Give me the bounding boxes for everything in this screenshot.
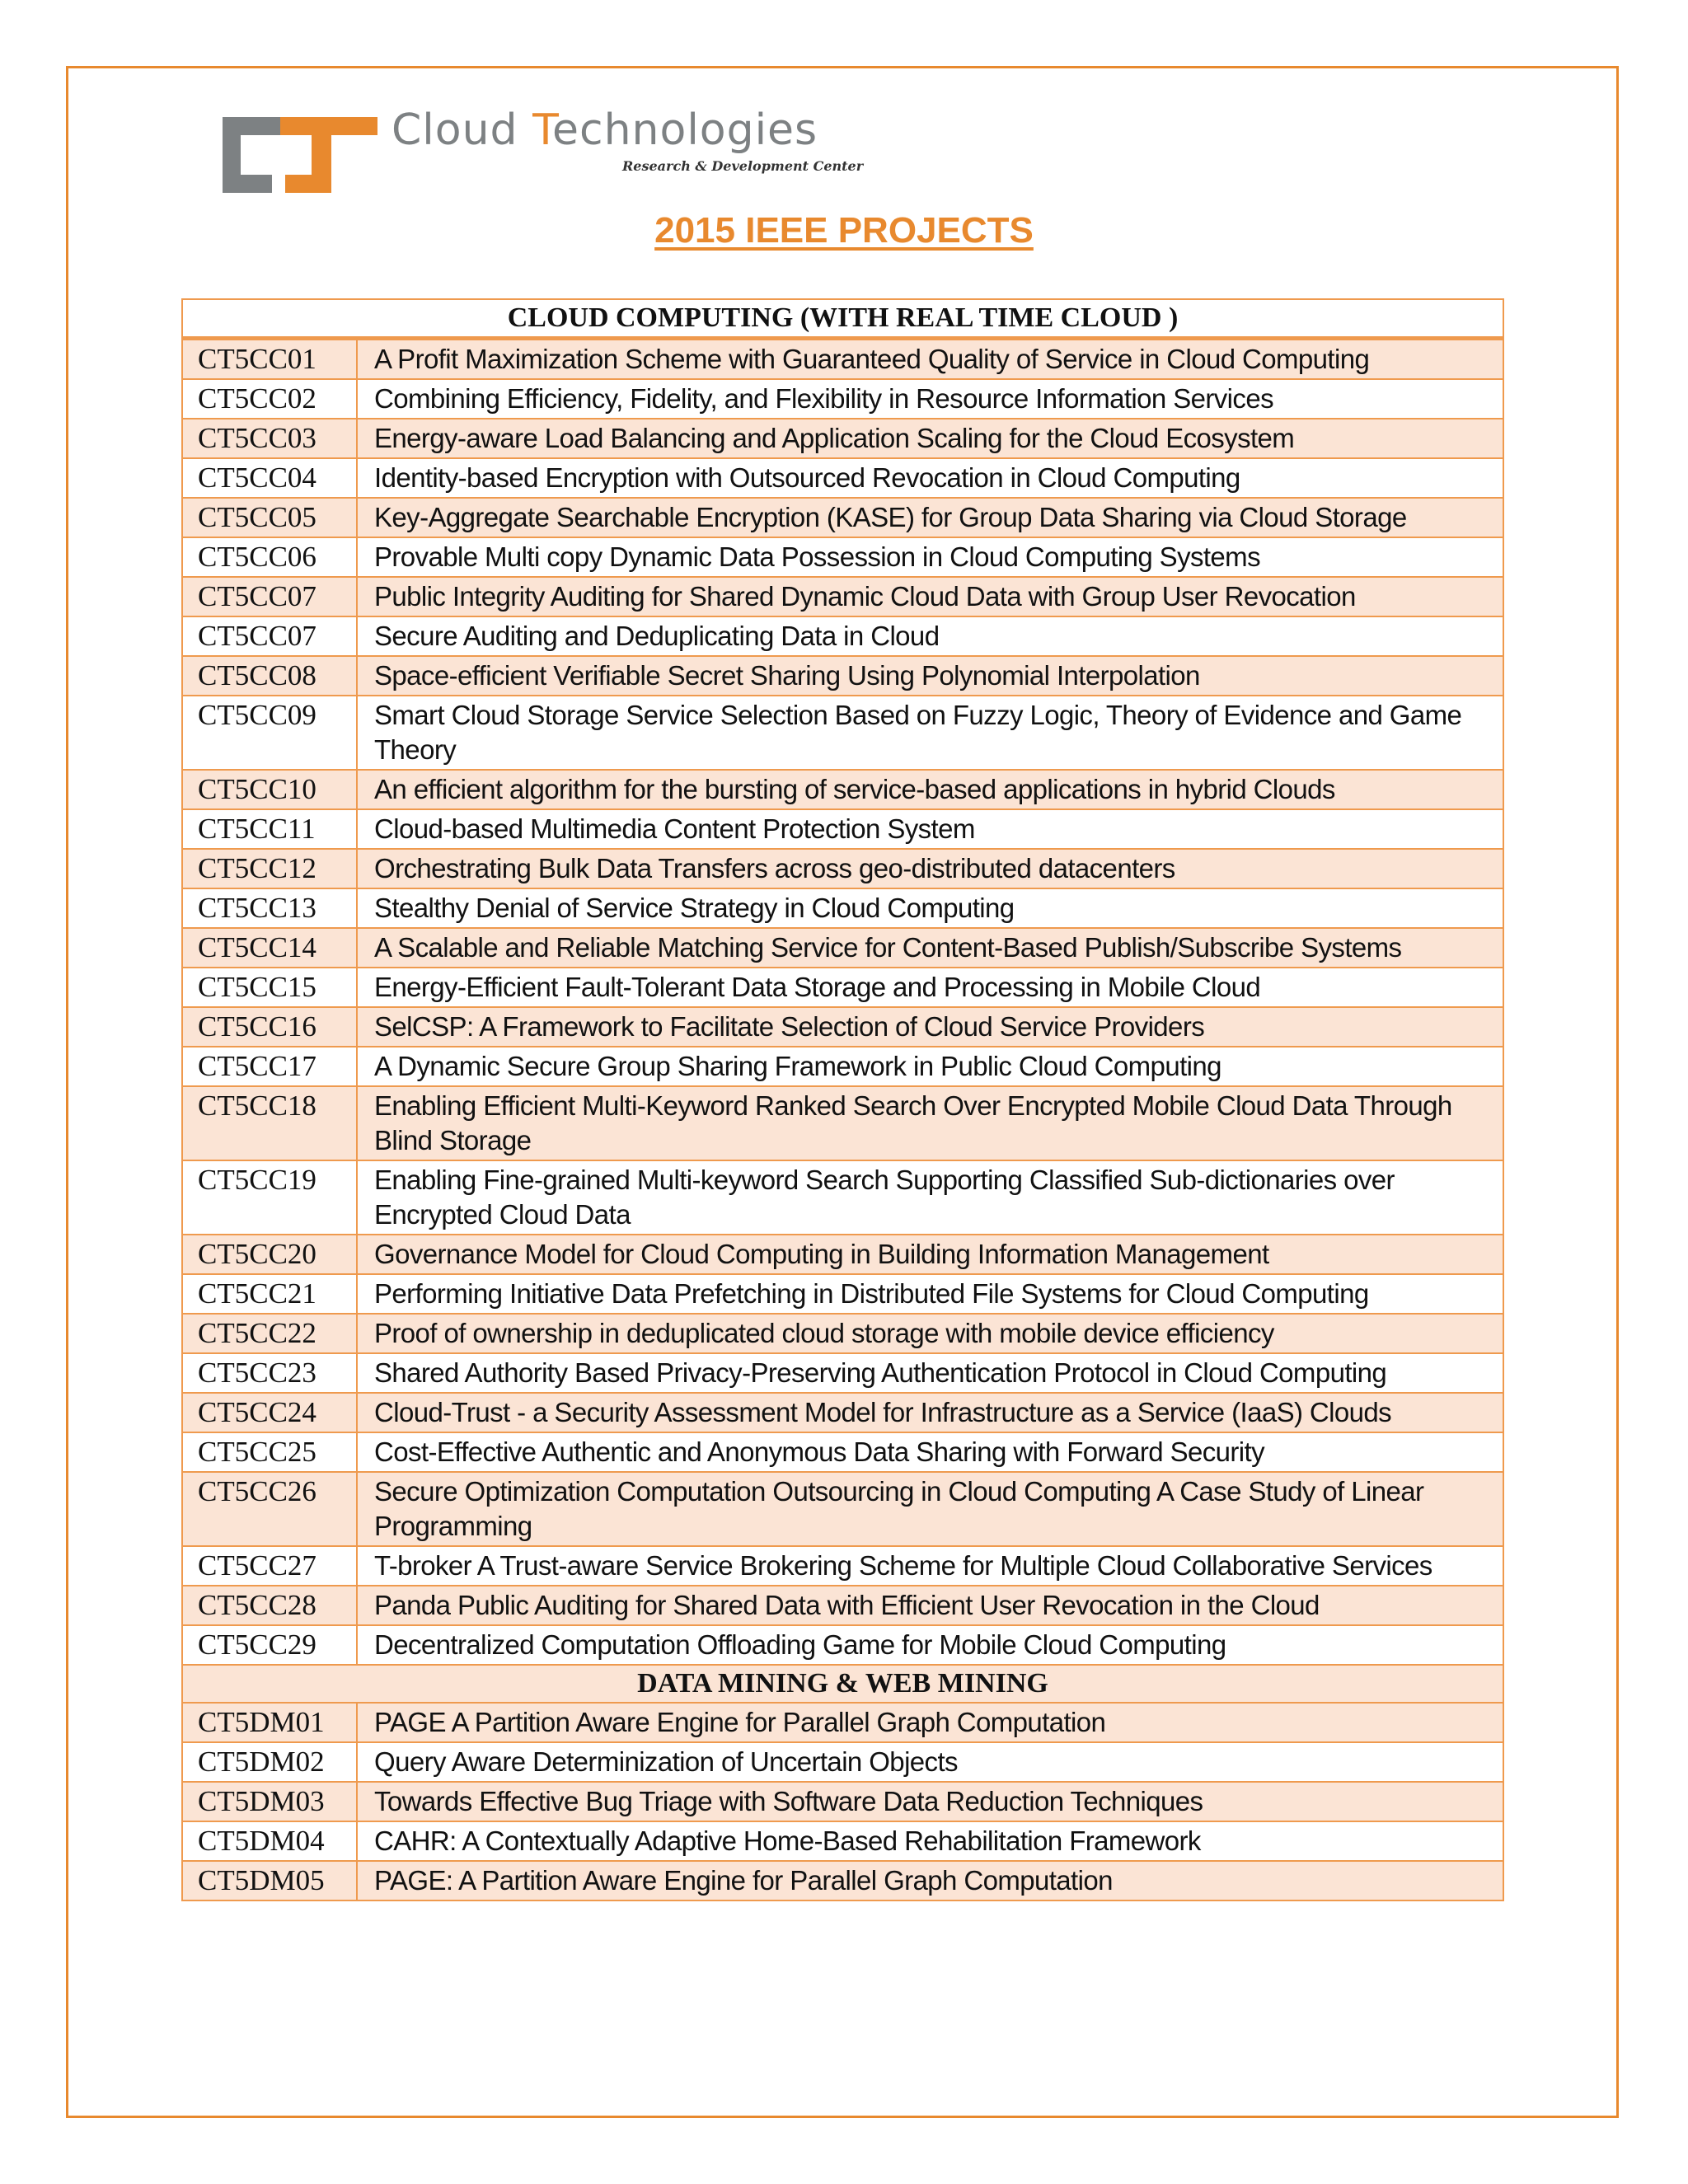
ct-logo-icon — [223, 114, 379, 196]
table-row — [182, 968, 1503, 1007]
project-code: CT5CC08 — [182, 656, 357, 696]
project-title: Energy-Efficient Fault-Tolerant Data Storage and Processing in Mobile Cloud — [357, 968, 1503, 1007]
project-title: Public Integrity Auditing for Shared Dynamic Cloud Data with Group User Revocation — [357, 577, 1503, 616]
logo-wordmark: Cloud Technologies — [392, 105, 818, 155]
project-code: CT5CC10 — [182, 770, 357, 809]
project-code: CT5CC12 — [182, 849, 357, 888]
project-code: CT5CC22 — [182, 1314, 357, 1353]
project-title: An efficient algorithm for the bursting of service-based applications in hybrid Clouds — [357, 770, 1503, 809]
project-title: Enabling Fine-grained Multi-keyword Search Supporting Classified Sub-dictionaries over Encrypted Cloud Data — [357, 1160, 1503, 1235]
table-row — [182, 458, 1503, 498]
project-title: Secure Optimization Computation Outsourcing in Cloud Computing A Case Study of Linear Programming — [357, 1472, 1503, 1546]
table-row — [182, 1782, 1503, 1821]
table-row — [182, 888, 1503, 928]
table-row — [182, 1274, 1503, 1314]
page-title: 2015 IEEE PROJECTS — [654, 210, 1034, 251]
project-title: Secure Auditing and Deduplicating Data in Cloud — [357, 616, 1503, 656]
table-row — [182, 1160, 1503, 1235]
section-header-row — [182, 1665, 1503, 1703]
project-title: Orchestrating Bulk Data Transfers across geo-distributed datacenters — [357, 849, 1503, 888]
project-code: CT5CC06 — [182, 537, 357, 577]
project-title: Space-efficient Verifiable Secret Sharing Using Polynomial Interpolation — [357, 656, 1503, 696]
project-code: CT5CC19 — [182, 1160, 357, 1235]
table-row — [182, 498, 1503, 537]
project-title: Decentralized Computation Offloading Game for Mobile Cloud Computing — [357, 1625, 1503, 1665]
project-title: Cloud-Trust - a Security Assessment Model for Infrastructure as a Service (IaaS) Clouds — [357, 1393, 1503, 1432]
project-code: CT5CC20 — [182, 1235, 357, 1274]
project-code: CT5CC21 — [182, 1274, 357, 1314]
project-code: CT5CC04 — [182, 458, 357, 498]
table-row — [182, 849, 1503, 888]
project-code: CT5CC05 — [182, 498, 357, 537]
project-title: CAHR: A Contextually Adaptive Home-Based Rehabilitation Framework — [357, 1821, 1503, 1861]
table-row — [182, 1314, 1503, 1353]
project-code: CT5CC26 — [182, 1472, 357, 1546]
project-code: CT5CC23 — [182, 1353, 357, 1393]
table-row — [182, 419, 1503, 458]
project-title: Shared Authority Based Privacy-Preserving Authentication Protocol in Cloud Computing — [357, 1353, 1503, 1393]
project-title: T-broker A Trust-aware Service Brokering Scheme for Multiple Cloud Collaborative Services — [357, 1546, 1503, 1586]
project-code: CT5DM02 — [182, 1742, 357, 1782]
projects-table — [181, 298, 1504, 1901]
project-title: Performing Initiative Data Prefetching in Distributed File Systems for Cloud Computing — [357, 1274, 1503, 1314]
project-code: CT5DM05 — [182, 1861, 357, 1900]
project-title: Key-Aggregate Searchable Encryption (KASE) for Group Data Sharing via Cloud Storage — [357, 498, 1503, 537]
project-code: CT5CC17 — [182, 1047, 357, 1086]
project-code: CT5DM04 — [182, 1821, 357, 1861]
table-row — [182, 770, 1503, 809]
project-title: Provable Multi copy Dynamic Data Possession in Cloud Computing Systems — [357, 537, 1503, 577]
project-code: CT5CC09 — [182, 696, 357, 770]
project-title: A Profit Maximization Scheme with Guaranteed Quality of Service in Cloud Computing — [357, 339, 1503, 380]
project-code: CT5CC16 — [182, 1007, 357, 1047]
project-code: CT5CC27 — [182, 1546, 357, 1586]
logo-tagline: Research & Development Center — [622, 158, 864, 174]
table-row — [182, 379, 1503, 419]
table-row — [182, 696, 1503, 770]
project-title: Proof of ownership in deduplicated cloud storage with mobile device efficiency — [357, 1314, 1503, 1353]
table-row — [182, 1393, 1503, 1432]
table-row — [182, 339, 1503, 380]
table-row — [182, 928, 1503, 968]
company-logo — [223, 107, 882, 198]
table-row — [182, 1235, 1503, 1274]
table-row — [182, 577, 1503, 616]
project-title: Smart Cloud Storage Service Selection Based on Fuzzy Logic, Theory of Evidence and Game Theory — [357, 696, 1503, 770]
table-row — [182, 1821, 1503, 1861]
table-row — [182, 1007, 1503, 1047]
project-code: CT5CC02 — [182, 379, 357, 419]
project-code: CT5CC01 — [182, 339, 357, 380]
project-code: CT5DM03 — [182, 1782, 357, 1821]
table-row — [182, 1861, 1503, 1900]
table-row — [182, 1353, 1503, 1393]
project-code: CT5CC28 — [182, 1586, 357, 1625]
project-title: SelCSP: A Framework to Facilitate Selection of Cloud Service Providers — [357, 1007, 1503, 1047]
project-title: A Scalable and Reliable Matching Service for Content-Based Publish/Subscribe Systems — [357, 928, 1503, 968]
project-code: CT5CC14 — [182, 928, 357, 968]
section-title: DATA MINING & WEB MINING — [182, 1665, 1503, 1703]
project-title: Energy-aware Load Balancing and Application Scaling for the Cloud Ecosystem — [357, 419, 1503, 458]
table-row — [182, 1625, 1503, 1665]
table-row — [182, 809, 1503, 849]
project-title: PAGE: A Partition Aware Engine for Parallel Graph Computation — [357, 1861, 1503, 1900]
table-row — [182, 616, 1503, 656]
table-row — [182, 1742, 1503, 1782]
project-code: CT5CC29 — [182, 1625, 357, 1665]
project-code: CT5DM01 — [182, 1703, 357, 1742]
project-code: CT5CC11 — [182, 809, 357, 849]
project-title: Panda Public Auditing for Shared Data with Efficient User Revocation in the Cloud — [357, 1586, 1503, 1625]
table-row — [182, 1546, 1503, 1586]
section-header-row — [182, 299, 1503, 339]
project-title: Combining Efficiency, Fidelity, and Flexibility in Resource Information Services — [357, 379, 1503, 419]
project-code: CT5CC18 — [182, 1086, 357, 1160]
table-row — [182, 1586, 1503, 1625]
project-title: A Dynamic Secure Group Sharing Framework in Public Cloud Computing — [357, 1047, 1503, 1086]
project-title: Cloud-based Multimedia Content Protection System — [357, 809, 1503, 849]
project-code: CT5CC24 — [182, 1393, 357, 1432]
project-title: Query Aware Determinization of Uncertain Objects — [357, 1742, 1503, 1782]
project-title: Towards Effective Bug Triage with Software Data Reduction Techniques — [357, 1782, 1503, 1821]
project-code: CT5CC07 — [182, 577, 357, 616]
project-title: PAGE A Partition Aware Engine for Parallel Graph Computation — [357, 1703, 1503, 1742]
project-code: CT5CC07 — [182, 616, 357, 656]
project-title: Enabling Efficient Multi-Keyword Ranked Search Over Encrypted Mobile Cloud Data Through Blind Storage — [357, 1086, 1503, 1160]
project-code: CT5CC25 — [182, 1432, 357, 1472]
project-code: CT5CC15 — [182, 968, 357, 1007]
project-title: Stealthy Denial of Service Strategy in Cloud Computing — [357, 888, 1503, 928]
table-row — [182, 1472, 1503, 1546]
project-code: CT5CC13 — [182, 888, 357, 928]
table-row — [182, 537, 1503, 577]
project-title: Governance Model for Cloud Computing in Building Information Management — [357, 1235, 1503, 1274]
project-title: Identity-based Encryption with Outsourced Revocation in Cloud Computing — [357, 458, 1503, 498]
section-title: CLOUD COMPUTING (WITH REAL TIME CLOUD ) — [182, 299, 1503, 339]
table-row — [182, 1047, 1503, 1086]
project-title: Cost-Effective Authentic and Anonymous Data Sharing with Forward Security — [357, 1432, 1503, 1472]
project-code: CT5CC03 — [182, 419, 357, 458]
table-row — [182, 1086, 1503, 1160]
table-row — [182, 1432, 1503, 1472]
table-row — [182, 656, 1503, 696]
table-row — [182, 1703, 1503, 1742]
